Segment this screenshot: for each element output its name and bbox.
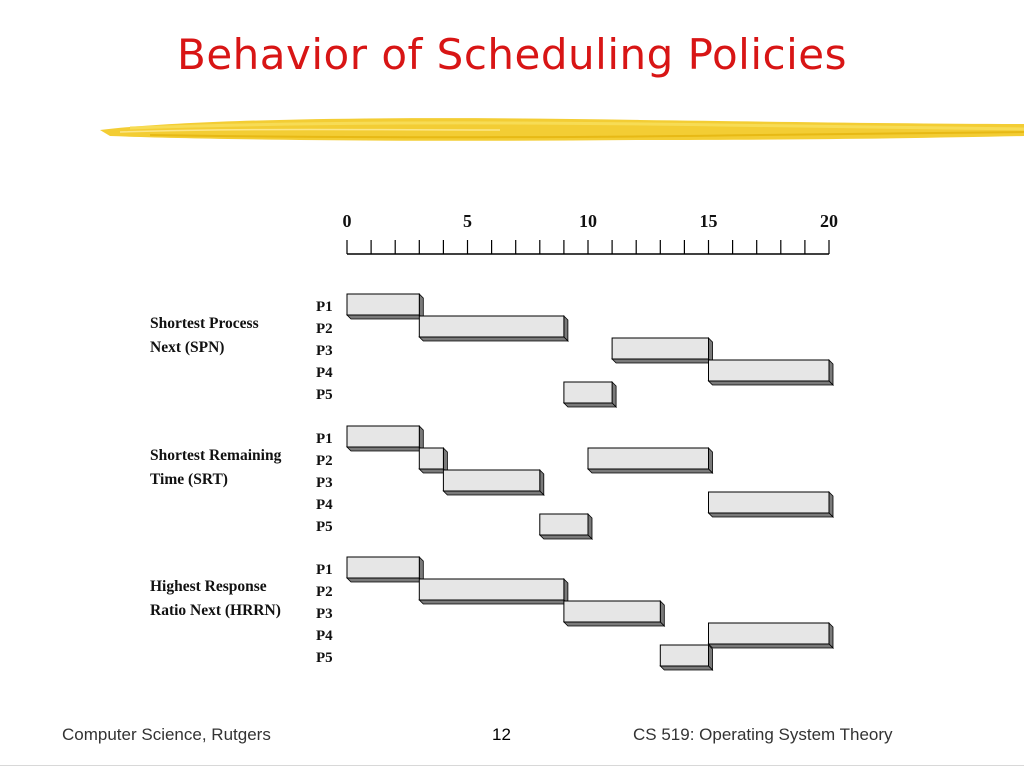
bar-bottom-shadow — [588, 469, 713, 473]
bar-bottom-shadow — [660, 666, 712, 670]
process-label: P1 — [316, 562, 333, 578]
policy-label: Shortest Remaining — [150, 447, 282, 464]
bar-bottom-shadow — [347, 578, 423, 582]
process-bar — [419, 579, 564, 600]
bar-bottom-shadow — [443, 491, 543, 495]
process-bar — [419, 316, 564, 337]
timeline-tick-label: 10 — [579, 211, 597, 231]
policy-label: Shortest Process — [150, 315, 259, 332]
process-bar — [347, 294, 419, 315]
process-label: P2 — [316, 584, 333, 600]
process-bar — [347, 426, 419, 447]
process-bar — [709, 623, 830, 644]
process-label: P5 — [316, 650, 333, 666]
timeline-tick-label: 5 — [463, 211, 472, 231]
process-label: P3 — [316, 606, 333, 622]
bar-bottom-shadow — [709, 381, 834, 385]
process-bar — [564, 382, 612, 403]
slide-title: Behavior of Scheduling Policies — [177, 30, 847, 79]
footer-course-dept: Computer Science, Rutgers — [62, 725, 271, 744]
policy-label: Highest Response — [150, 578, 267, 595]
bar-bottom-shadow — [347, 447, 423, 451]
process-bar — [660, 645, 708, 666]
process-label: P5 — [316, 519, 333, 535]
policy-label: Time (SRT) — [150, 471, 228, 488]
bar-bottom-shadow — [564, 622, 664, 626]
bar-bottom-shadow — [612, 359, 712, 363]
process-label: P3 — [316, 475, 333, 491]
process-label: P2 — [316, 321, 333, 337]
bar-bottom-shadow — [540, 535, 592, 539]
bar-bottom-shadow — [419, 600, 568, 604]
process-bar — [347, 557, 419, 578]
footer-page-number: 12 — [492, 725, 511, 744]
process-label: P5 — [316, 387, 333, 403]
process-label: P4 — [316, 628, 333, 644]
policy-label: Ratio Next (HRRN) — [150, 602, 281, 619]
bar-bottom-shadow — [709, 644, 834, 648]
process-bar — [540, 514, 588, 535]
timeline-tick-label: 0 — [342, 211, 352, 231]
timeline-tick-label: 20 — [820, 211, 838, 231]
process-label: P1 — [316, 431, 333, 447]
bar-bottom-shadow — [709, 513, 834, 517]
process-bar — [588, 448, 709, 469]
process-bar — [612, 338, 708, 359]
process-label: P2 — [316, 453, 333, 469]
timeline-tick-label: 15 — [699, 211, 718, 231]
process-bar — [709, 360, 830, 381]
process-bar — [709, 492, 830, 513]
policy-label: Next (SPN) — [150, 339, 225, 356]
process-bar — [419, 448, 443, 469]
process-label: P1 — [316, 299, 333, 315]
bar-bottom-shadow — [564, 403, 616, 407]
process-bar — [443, 470, 539, 491]
process-bar — [564, 601, 660, 622]
bar-bottom-shadow — [419, 337, 568, 341]
footer-course-title: CS 519: Operating System Theory — [633, 725, 893, 744]
process-label: P3 — [316, 343, 333, 359]
process-label: P4 — [316, 365, 333, 381]
bottom-divider — [0, 765, 1024, 766]
bar-bottom-shadow — [347, 315, 423, 319]
process-label: P4 — [316, 497, 333, 513]
